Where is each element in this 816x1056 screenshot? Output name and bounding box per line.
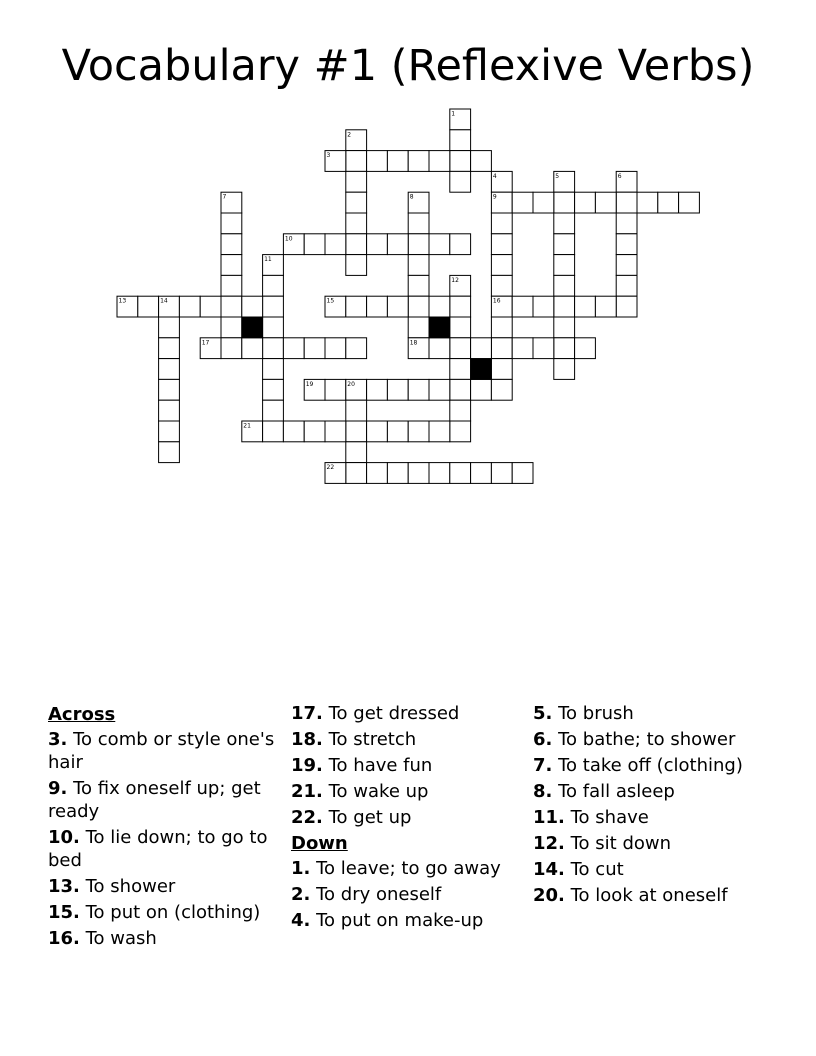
clue-text: To fix oneself up; get ready <box>48 778 261 822</box>
clue-text: To get dressed <box>328 703 460 724</box>
grid-cell[interactable] <box>491 255 512 276</box>
clue-across-16 <box>48 927 283 950</box>
clue-number: 12. <box>533 833 565 854</box>
cell-number: 3 <box>326 152 331 160</box>
grid-cell[interactable] <box>242 338 263 359</box>
grid-cell[interactable] <box>408 296 429 317</box>
grid-cell[interactable] <box>429 421 450 442</box>
cell-number: 20 <box>347 380 355 388</box>
clue-text: To take off (clothing) <box>558 755 743 776</box>
grid-cell[interactable] <box>221 317 242 338</box>
cell-number: 11 <box>264 256 272 264</box>
clue-number: 15. <box>48 902 80 923</box>
grid-cell[interactable] <box>616 296 637 317</box>
grid-cell[interactable] <box>221 255 242 276</box>
clue-number: 22. <box>291 807 323 828</box>
grid-cell[interactable] <box>554 296 575 317</box>
grid-cell[interactable] <box>616 255 637 276</box>
grid-cell[interactable] <box>512 463 533 484</box>
grid-cell[interactable] <box>575 192 596 213</box>
cell-number: 1 <box>451 110 456 118</box>
grid-cell[interactable] <box>367 379 388 400</box>
cell-number: 5 <box>555 172 560 180</box>
grid-cell[interactable] <box>159 400 180 421</box>
grid-cell[interactable] <box>450 421 471 442</box>
grid-cell[interactable] <box>491 463 512 484</box>
grid-cell[interactable] <box>450 130 471 151</box>
clue-text: To fall asleep <box>558 781 675 802</box>
grid-cell[interactable] <box>408 275 429 296</box>
grid-cell[interactable] <box>595 296 616 317</box>
clue-down-7 <box>533 754 768 777</box>
clue-text: To cut <box>570 859 624 880</box>
clue-number: 10. <box>48 827 80 848</box>
cell-number: 17 <box>201 339 210 347</box>
grid-cell[interactable] <box>263 296 284 317</box>
clue-down-8 <box>533 780 768 803</box>
grid-cell[interactable] <box>346 463 367 484</box>
grid-cell[interactable] <box>346 213 367 234</box>
cell-number: 22 <box>326 464 335 472</box>
clue-number: 17. <box>291 703 323 724</box>
grid-cell[interactable] <box>346 421 367 442</box>
grid-cell[interactable] <box>471 151 492 172</box>
cell-number: 12 <box>451 276 459 284</box>
clue-number: 13. <box>48 876 80 897</box>
clue-number: 18. <box>291 729 323 750</box>
clue-column-1 <box>48 702 283 953</box>
grid-cell[interactable] <box>346 151 367 172</box>
grid-cell[interactable] <box>554 317 575 338</box>
clue-across-19 <box>291 754 526 777</box>
grid-cell[interactable] <box>533 296 554 317</box>
grid-cell[interactable] <box>159 442 180 463</box>
grid-cell[interactable] <box>429 338 450 359</box>
grid-cell[interactable] <box>554 192 575 213</box>
clue-text: To look at oneself <box>570 885 728 906</box>
grid-cell[interactable] <box>159 379 180 400</box>
clue-number: 11. <box>533 807 565 828</box>
grid-cell[interactable] <box>325 379 346 400</box>
clue-down-6 <box>533 728 768 751</box>
clue-number: 7. <box>533 755 553 776</box>
grid-cell[interactable] <box>367 421 388 442</box>
clue-number: 1. <box>291 858 311 879</box>
crossword-grid <box>0 0 816 500</box>
down-heading: Down <box>291 833 348 854</box>
grid-cell[interactable] <box>325 421 346 442</box>
grid-cell[interactable] <box>491 317 512 338</box>
grid-cell[interactable] <box>554 275 575 296</box>
grid-cell[interactable] <box>325 234 346 255</box>
grid-cell[interactable] <box>533 338 554 359</box>
cell-number: 19 <box>305 380 314 388</box>
page-title: Vocabulary #1 (Reflexive Verbs) <box>61 41 755 91</box>
clue-across-17 <box>291 702 526 725</box>
clue-number: 6. <box>533 729 553 750</box>
clue-text: To shower <box>85 876 176 897</box>
clue-across-9 <box>48 777 283 823</box>
grid-cell[interactable] <box>159 317 180 338</box>
clue-text: To comb or style one's hair <box>48 729 275 773</box>
grid-cell[interactable] <box>159 338 180 359</box>
grid-cell[interactable] <box>408 255 429 276</box>
clue-across-22 <box>291 806 526 829</box>
grid-cell[interactable] <box>346 171 367 192</box>
grid-cell[interactable] <box>450 171 471 192</box>
cell-number: 9 <box>492 193 497 201</box>
grid-cell[interactable] <box>242 296 263 317</box>
cell-number: 7 <box>222 193 227 201</box>
grid-cell[interactable] <box>450 400 471 421</box>
clue-across-10 <box>48 826 283 872</box>
grid-cell[interactable] <box>263 275 284 296</box>
grid-cell[interactable] <box>263 379 284 400</box>
grid-cell[interactable] <box>450 317 471 338</box>
grid-cell[interactable] <box>138 296 159 317</box>
grid-cell[interactable] <box>450 151 471 172</box>
grid-cell[interactable] <box>367 151 388 172</box>
clue-across-13 <box>48 875 283 898</box>
grid-cell[interactable] <box>450 338 471 359</box>
grid-cell[interactable] <box>387 296 408 317</box>
clue-down-12 <box>533 832 768 855</box>
grid-cell[interactable] <box>346 255 367 276</box>
clue-column-2 <box>291 702 526 935</box>
clue-across-15 <box>48 901 283 924</box>
grid-cell[interactable] <box>346 192 367 213</box>
grid-cell[interactable] <box>283 421 304 442</box>
grid-cell[interactable] <box>512 338 533 359</box>
grid-cell[interactable] <box>346 338 367 359</box>
clue-down-20 <box>533 884 768 907</box>
cell-number: 16 <box>492 297 501 305</box>
grid-cell[interactable] <box>408 379 429 400</box>
grid-cell[interactable] <box>408 317 429 338</box>
clue-down-5 <box>533 702 768 725</box>
grid-cell[interactable] <box>533 192 554 213</box>
grid-cell[interactable] <box>346 234 367 255</box>
grid-cell[interactable] <box>491 213 512 234</box>
clue-text: To bathe; to shower <box>558 729 736 750</box>
grid-cell[interactable] <box>658 192 679 213</box>
grid-cell[interactable] <box>429 151 450 172</box>
grid-cell[interactable] <box>471 338 492 359</box>
clue-text: To dry oneself <box>316 884 442 905</box>
across-heading: Across <box>48 704 116 725</box>
grid-cell[interactable] <box>387 421 408 442</box>
clue-across-21 <box>291 780 526 803</box>
cell-number: 6 <box>617 172 622 180</box>
grid-cell[interactable] <box>159 421 180 442</box>
grid-cell[interactable] <box>283 338 304 359</box>
grid-cell[interactable] <box>491 379 512 400</box>
grid-cell[interactable] <box>450 379 471 400</box>
grid-cell[interactable] <box>387 463 408 484</box>
cell-number: 18 <box>409 339 418 347</box>
grid-cell[interactable] <box>263 400 284 421</box>
grid-cell[interactable] <box>159 359 180 380</box>
grid-cell[interactable] <box>179 296 200 317</box>
grid-cell[interactable] <box>408 234 429 255</box>
grid-cell[interactable] <box>346 442 367 463</box>
grid-cell[interactable] <box>512 296 533 317</box>
grid-cell[interactable] <box>408 151 429 172</box>
grid-cell[interactable] <box>263 421 284 442</box>
grid-cell[interactable] <box>616 192 637 213</box>
clue-text: To put on (clothing) <box>85 902 261 923</box>
cell-number: 14 <box>160 297 168 305</box>
clue-text: To stretch <box>328 729 417 750</box>
grid-cell[interactable] <box>304 338 325 359</box>
grid-cell[interactable] <box>491 275 512 296</box>
grid-cell[interactable] <box>263 317 284 338</box>
clue-down-4 <box>291 909 526 932</box>
grid-cell[interactable] <box>429 296 450 317</box>
grid-cell[interactable] <box>450 463 471 484</box>
grid-cell[interactable] <box>450 296 471 317</box>
grid-cell[interactable] <box>408 213 429 234</box>
grid-cell[interactable] <box>346 400 367 421</box>
grid-cell[interactable] <box>637 192 658 213</box>
grid-cell[interactable] <box>491 359 512 380</box>
grid-cell[interactable] <box>387 234 408 255</box>
clue-across-3 <box>48 728 283 774</box>
clue-number: 9. <box>48 778 68 799</box>
black-cell <box>242 317 263 338</box>
grid-cell[interactable] <box>450 359 471 380</box>
clue-text: To put on make-up <box>316 910 484 931</box>
clue-number: 19. <box>291 755 323 776</box>
grid-cell[interactable] <box>367 463 388 484</box>
grid-cell[interactable] <box>387 379 408 400</box>
grid-cell[interactable] <box>408 463 429 484</box>
clue-text: To brush <box>558 703 634 724</box>
clue-down-2 <box>291 883 526 906</box>
grid-cell[interactable] <box>491 234 512 255</box>
grid-cell[interactable] <box>679 192 700 213</box>
grid-cell[interactable] <box>408 421 429 442</box>
grid-cell[interactable] <box>221 338 242 359</box>
grid-cell[interactable] <box>512 192 533 213</box>
clue-text: To wash <box>85 928 157 949</box>
clue-number: 3. <box>48 729 68 750</box>
clue-down-14 <box>533 858 768 881</box>
grid-cell[interactable] <box>616 275 637 296</box>
grid-cell[interactable] <box>367 296 388 317</box>
cell-number: 15 <box>326 297 335 305</box>
grid-cell[interactable] <box>221 234 242 255</box>
clue-text: To leave; to go away <box>316 858 501 879</box>
clue-number: 20. <box>533 885 565 906</box>
cell-number: 13 <box>118 297 127 305</box>
grid-cell[interactable] <box>450 234 471 255</box>
clue-text: To have fun <box>328 755 433 776</box>
grid-cell[interactable] <box>575 296 596 317</box>
grid-cell[interactable] <box>554 359 575 380</box>
cell-number: 2 <box>347 131 352 139</box>
black-cell <box>471 359 492 380</box>
grid-cell[interactable] <box>346 296 367 317</box>
grid-cell[interactable] <box>616 234 637 255</box>
cell-number: 10 <box>284 235 293 243</box>
grid-cell[interactable] <box>221 213 242 234</box>
grid-cell[interactable] <box>429 234 450 255</box>
clue-number: 5. <box>533 703 553 724</box>
grid-cell[interactable] <box>221 275 242 296</box>
black-cell <box>429 317 450 338</box>
grid-cell[interactable] <box>554 255 575 276</box>
clue-text: To sit down <box>570 833 672 854</box>
clue-number: 14. <box>533 859 565 880</box>
grid-cell[interactable] <box>221 296 242 317</box>
clue-text: To lie down; to go to bed <box>48 827 268 871</box>
grid-cell[interactable] <box>325 338 346 359</box>
clue-number: 2. <box>291 884 311 905</box>
grid-cell[interactable] <box>595 192 616 213</box>
clue-column-3 <box>533 702 768 910</box>
clue-number: 16. <box>48 928 80 949</box>
grid-cell[interactable] <box>575 338 596 359</box>
grid-cell[interactable] <box>367 234 388 255</box>
cell-number: 4 <box>492 172 497 180</box>
clue-text: To get up <box>328 807 412 828</box>
cell-number: 21 <box>243 422 251 430</box>
clue-number: 21. <box>291 781 323 802</box>
grid-cell[interactable] <box>200 296 221 317</box>
clue-down-1 <box>291 857 526 880</box>
grid-cell[interactable] <box>263 338 284 359</box>
grid-cell[interactable] <box>263 359 284 380</box>
grid-cell[interactable] <box>304 421 325 442</box>
grid-cell[interactable] <box>554 338 575 359</box>
grid-cell[interactable] <box>616 213 637 234</box>
grid-cell[interactable] <box>471 379 492 400</box>
grid-cell[interactable] <box>471 463 492 484</box>
clue-number: 4. <box>291 910 311 931</box>
clue-text: To shave <box>570 807 649 828</box>
grid-cell[interactable] <box>304 234 325 255</box>
clue-across-18 <box>291 728 526 751</box>
clue-text: To wake up <box>328 781 429 802</box>
grid-cell[interactable] <box>387 151 408 172</box>
grid-cell[interactable] <box>429 463 450 484</box>
grid-cell[interactable] <box>554 213 575 234</box>
grid-cell[interactable] <box>491 338 512 359</box>
clue-number: 8. <box>533 781 553 802</box>
clue-down-11 <box>533 806 768 829</box>
grid-cell[interactable] <box>429 379 450 400</box>
cell-number: 8 <box>409 193 414 201</box>
grid-cell[interactable] <box>554 234 575 255</box>
